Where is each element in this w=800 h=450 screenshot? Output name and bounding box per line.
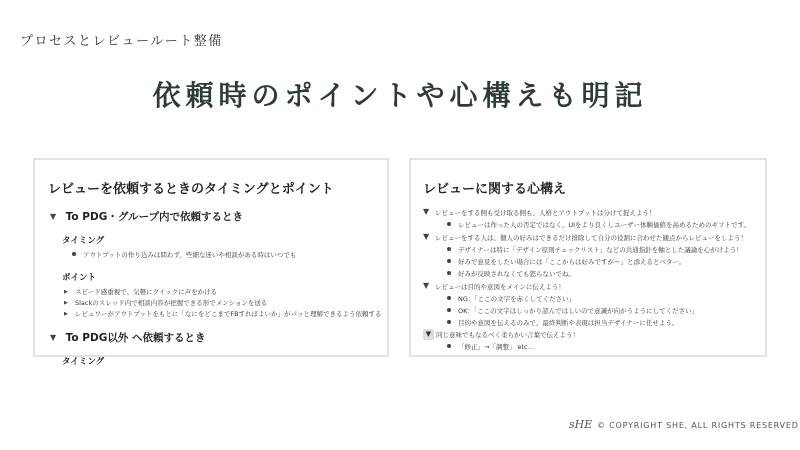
list-item: NG：「ここの文字を赤くしてください」: [423, 293, 765, 305]
bullet-icon: [447, 308, 451, 312]
triangle-right-icon[interactable]: ▶: [64, 289, 68, 295]
triangle-right-icon[interactable]: ▶: [64, 300, 68, 306]
triangle-right-icon[interactable]: ▶: [64, 311, 68, 317]
list-item: 好みが反映されなくても怒らないでね。: [423, 268, 765, 280]
points-label: ポイント: [62, 273, 97, 283]
mindset-list: [423, 206, 765, 353]
toggle-item[interactable]: ▼ レビューは目的や意図をメインに伝えよう！: [423, 281, 565, 291]
timing-list: [62, 250, 387, 261]
toggle-item[interactable]: ▼ レビューをする側も受け取る側も、人格とアウトプットは分けて捉えよう！: [423, 207, 656, 217]
list-item: OK：「ここの文字はしっかり読んではしいので意識が向かうようにしてください」: [423, 305, 765, 317]
timing-points-panel: [33, 158, 389, 367]
bullet-icon: [447, 222, 451, 226]
section-label: プロセスとレビュールート整備: [20, 34, 223, 49]
list-item: 「修正」→「調整」 etc…: [423, 341, 765, 353]
page-headline: 依頼時のポイントや心構えも明記: [152, 79, 648, 112]
list-item: レビューは作った人の否定ではなく、UIをより良くしユーザー体験価値を高めるためのギフトです。: [423, 219, 765, 231]
bullet-icon: [447, 320, 451, 324]
copyright-text: © COPYRIGHT SHE, ALL RIGHTS RESERVED: [597, 421, 799, 430]
toggle-non-pdg[interactable]: [50, 330, 387, 345]
toggle-item[interactable]: ▼ レビューをする人は、個人の好みはできるだけ排除して自分の役割に合わせた観点からレビューをしよう！: [423, 232, 747, 242]
triangle-down-icon[interactable]: ▼: [50, 333, 57, 342]
list-item: アウトプットの作り込みは問わず、些細な迷いや相談がある時はいつでも: [62, 250, 387, 261]
timing-label: タイミング: [62, 236, 105, 246]
list-item[interactable]: ▶ スピード感重視で、気軽にクイックに声をかける: [64, 288, 218, 296]
bullet-icon: [447, 271, 451, 275]
bullet-icon: [72, 252, 76, 256]
mindset-panel: [409, 158, 767, 357]
toggle-item[interactable]: ▼ 同じ意味でもなるべく柔らかい言葉で伝えよう！: [423, 329, 765, 341]
bullet-icon: [447, 247, 451, 251]
she-logo: sHE: [569, 418, 593, 431]
triangle-down-icon[interactable]: ▼: [423, 329, 434, 340]
bullet-icon: [447, 259, 451, 263]
triangle-down-icon[interactable]: ▼: [50, 212, 57, 221]
list-item: 好みで意見をしたい場合には「ここからは好みですが〜」と添えるとベター。: [423, 256, 765, 268]
toggle-pdg-group[interactable]: [50, 209, 387, 224]
list-item[interactable]: ▶ レビュワーがアウトプットをもとに「なにをどこまでFBすればよいか」がパッと理解できるよう依頼する: [64, 310, 382, 318]
triangle-down-icon[interactable]: ▼: [423, 207, 430, 216]
bullet-icon: [447, 296, 451, 300]
points-list: [62, 287, 387, 320]
list-item[interactable]: ▶ Slackのスレッド内で相談内容が把握できる形でメンションを送る: [64, 299, 268, 307]
right-panel-title: レビューに関する心構え: [423, 182, 567, 197]
bullet-icon: [447, 344, 451, 348]
triangle-down-icon[interactable]: ▼: [423, 232, 430, 241]
list-item: デザイナーは特に「デザイン原則チェックリスト」などの共通指針を軸とした議論を心がけよう！: [423, 244, 765, 256]
triangle-down-icon[interactable]: ▼: [423, 281, 430, 290]
left-panel-title: レビューを依頼するときのタイミングとポイント: [48, 182, 334, 197]
list-item: 目的や意図を伝えるのみで、最終判断や表現は担当デザイナーに任せよう。: [423, 317, 765, 329]
timing-label: タイミング: [62, 357, 105, 367]
toggle-label: To PDG・グループ内で依頼するとき: [65, 211, 243, 223]
toggle-label: To PDG以外 へ依頼するとき: [65, 332, 206, 344]
